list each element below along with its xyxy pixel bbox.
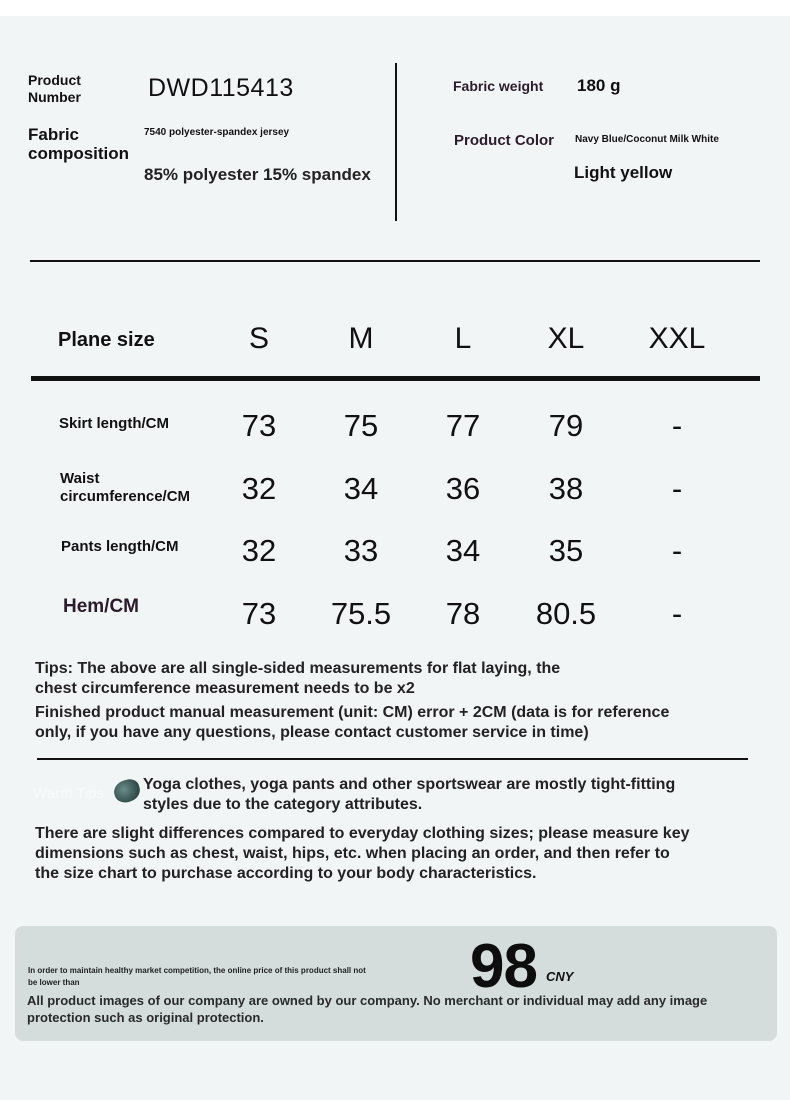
product-color-label: Product Color xyxy=(454,132,554,149)
cell-skirt-l: 77 xyxy=(445,408,481,443)
cell-hem-xxl: - xyxy=(671,596,683,631)
row-label-pants-length: Pants length/CM xyxy=(61,538,179,555)
tips-line-3: Finished product manual measurement (unit: CM) error + 2CM (data is for reference xyxy=(35,704,670,721)
size-col-s: S xyxy=(248,322,269,355)
size-col-xl: XL xyxy=(547,322,585,355)
fabric-composition-detail: 7540 polyester-spandex jersey xyxy=(144,127,290,138)
warm-tips-label: Warm Tips xyxy=(33,785,105,802)
table-header-rule xyxy=(31,376,760,381)
cell-pants-l: 34 xyxy=(445,533,481,568)
tips-line-4: only, if you have any questions, please contact customer service in time) xyxy=(35,724,589,741)
product-number-label: Product Number xyxy=(28,72,81,105)
cell-waist-l: 36 xyxy=(445,471,481,506)
fabric-weight-value: 180 g xyxy=(577,76,621,95)
cell-waist-xxl: - xyxy=(671,471,683,506)
fabric-composition-value: 85% polyester 15% spandex xyxy=(144,165,371,184)
row-label-waist: Waist circumference/CM xyxy=(60,470,191,505)
top-strip xyxy=(0,0,790,16)
product-color-options: Navy Blue/Coconut Milk White xyxy=(575,134,719,145)
cell-pants-s: 32 xyxy=(241,533,277,568)
cell-skirt-xl: 79 xyxy=(548,408,584,443)
cell-waist-xl: 38 xyxy=(548,471,584,506)
copyright-line-1: All product images of our company are owned by our company. No merchant or individual may add any image xyxy=(27,993,708,1008)
cell-pants-xl: 35 xyxy=(548,533,584,568)
price-note-line-1: In order to maintain healthy market competition, the online price of this product shall not xyxy=(28,966,366,975)
size-col-l: L xyxy=(454,322,472,355)
size-col-xxl: XXL xyxy=(648,322,706,355)
fabric-weight-label: Fabric weight xyxy=(453,78,544,94)
fabric-composition-label: Fabric composition xyxy=(28,125,130,163)
price-note-line-2: be lower than xyxy=(28,978,80,987)
tips-line-2: chest circumference measurement needs to be x2 xyxy=(35,680,415,697)
warm-tips-para-1: There are slight differences compared to everyday clothing sizes; please measure key xyxy=(35,825,690,842)
cell-hem-s: 73 xyxy=(241,596,277,631)
cell-waist-s: 32 xyxy=(241,471,277,506)
warm-tips-line-2: styles due to the category attributes. xyxy=(143,796,423,813)
price-amount: 98 xyxy=(470,932,537,1001)
cell-hem-xl: 80.5 xyxy=(535,596,597,631)
cell-skirt-m: 75 xyxy=(343,408,379,443)
section-divider-tips xyxy=(37,758,748,760)
row-label-hem: Hem/CM xyxy=(63,596,140,617)
warm-tips-icon xyxy=(112,777,143,805)
cell-hem-l: 78 xyxy=(445,596,481,631)
info-divider xyxy=(395,63,397,221)
cell-skirt-s: 73 xyxy=(241,408,277,443)
warm-tips-para-3: the size chart to purchase according to your body characteristics. xyxy=(35,865,537,882)
product-number-value: DWD115413 xyxy=(148,74,294,102)
size-header-label: Plane size xyxy=(58,329,155,351)
cell-pants-xxl: - xyxy=(671,533,683,568)
warm-tips-para-2: dimensions such as chest, waist, hips, etc. when placing an order, and then refer to xyxy=(35,845,670,862)
cell-skirt-xxl: - xyxy=(671,408,683,443)
size-col-m: M xyxy=(348,322,374,355)
cell-waist-m: 34 xyxy=(343,471,379,506)
tips-line-1: Tips: The above are all single-sided measurements for flat laying, the xyxy=(35,660,561,677)
warm-tips-line-1: Yoga clothes, yoga pants and other sportswear are mostly tight-fitting xyxy=(143,776,676,793)
cell-hem-m: 75.5 xyxy=(330,596,392,631)
copyright-line-2: protection such as original protection. xyxy=(27,1010,264,1025)
row-label-skirt-length: Skirt length/CM xyxy=(59,415,170,432)
section-divider-top xyxy=(30,260,760,262)
cell-pants-m: 33 xyxy=(343,533,379,568)
price-currency: CNY xyxy=(546,969,574,984)
product-color-extra: Light yellow xyxy=(574,163,673,182)
